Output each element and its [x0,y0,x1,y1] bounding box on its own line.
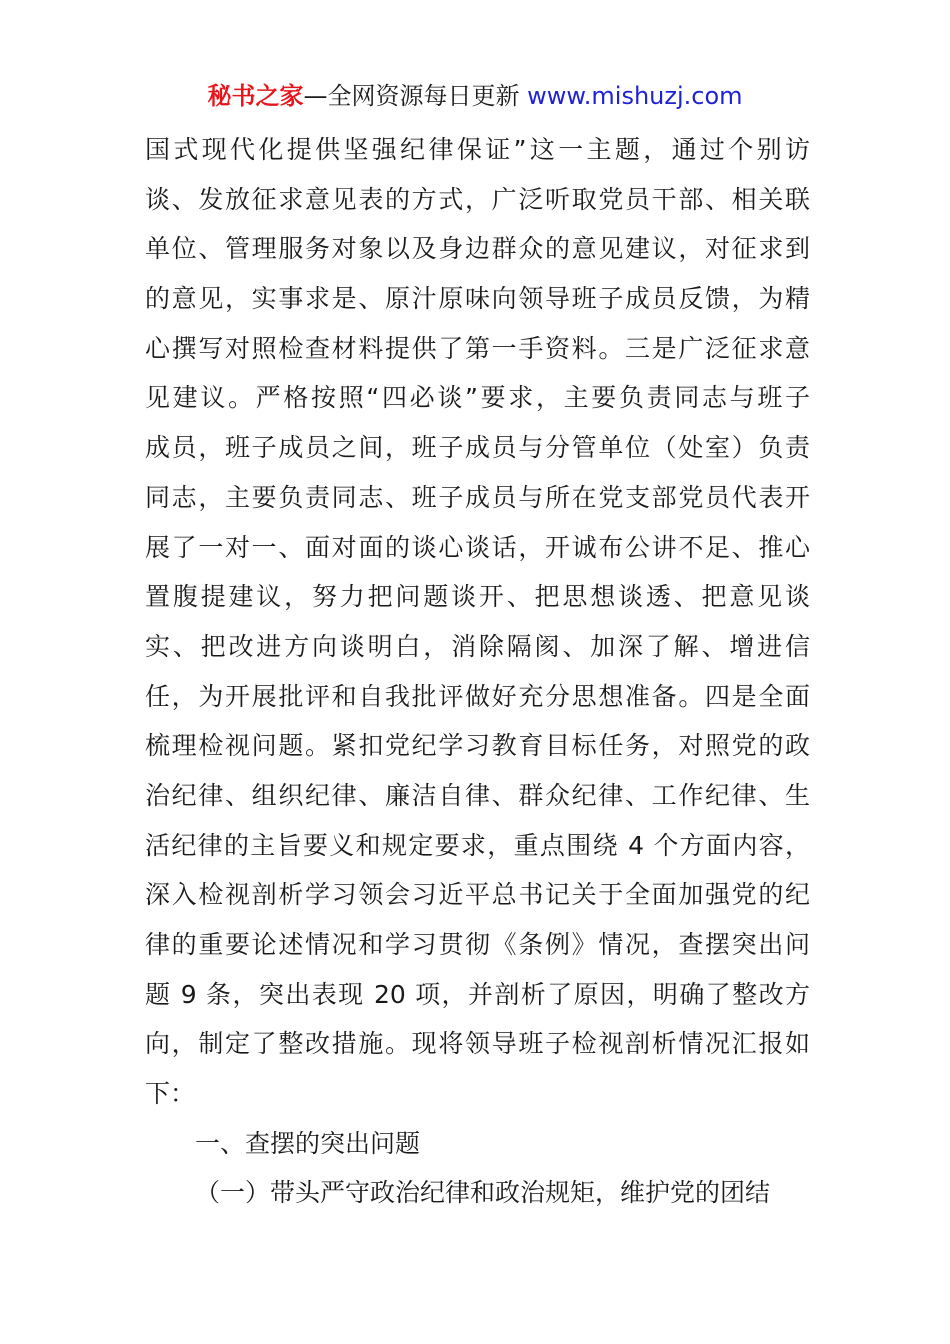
text-line: 梳理检视问题。紧扣党纪学习教育目标任务，对照党的政 [145,731,810,761]
text-line: 展了一对一、面对面的谈心谈话，开诚布公讲不足、推心 [145,532,810,562]
text-line: 单位、管理服务对象以及身边群众的意见建议，对征求到 [145,234,810,264]
document-body [145,125,810,1218]
subsection-heading: （一）带头严守政治纪律和政治规矩，维护党的团结 [195,1178,771,1208]
text-line: 见建议。严格按照“四必谈”要求，主要负责同志与班子 [145,383,810,413]
text-line: 成员，班子成员之间，班子成员与分管单位（处室）负责 [145,433,810,463]
text-line: 活纪律的主旨要义和规定要求，重点围绕 4 个方面内容， [145,830,810,860]
text-line: 同志，主要负责同志、班子成员与所在党支部党员代表开 [145,482,810,512]
brand-name: 秘书之家 [207,82,304,110]
text-line: 治纪律、组织纪律、廉洁自律、群众纪律、工作纪律、生 [145,780,810,810]
text-line: 心撰写对照检查材料提供了第一手资料。三是广泛征求意 [145,333,810,363]
text-line: 题 9 条，突出表现 20 项，并剖析了原因，明确了整改方 [145,979,810,1009]
header-tagline: —全网资源每日更新 [303,82,520,110]
text-line: 实、把改进方向谈明白，消除隔阂、加深了解、增进信 [145,631,810,661]
text-line: 国式现代化提供坚强纪律保证”这一主题，通过个别访 [145,135,810,164]
section-heading: 一、查摆的突出问题 [195,1128,421,1158]
text-line: 下： [145,1079,196,1109]
site-header [0,80,950,112]
text-line: 律的重要论述情况和学习贯彻《条例》情况，查摆突出问 [145,930,810,959]
site-url[interactable]: www.mishuzj.com [519,82,743,110]
text-line: 置腹提建议，努力把问题谈开、把思想谈透、把意见谈 [145,582,810,612]
text-line: 任，为开展批评和自我批评做好充分思想准备。四是全面 [145,681,810,711]
text-line: 深入检视剖析学习领会习近平总书记关于全面加强党的纪 [145,880,810,910]
text-line: 的意见，实事求是、原汁原味向领导班子成员反馈，为精 [145,284,810,314]
text-line: 向，制定了整改措施。现将领导班子检视剖析情况汇报如 [145,1029,810,1059]
text-line: 谈、发放征求意见表的方式，广泛听取党员干部、相关联 [145,184,810,214]
